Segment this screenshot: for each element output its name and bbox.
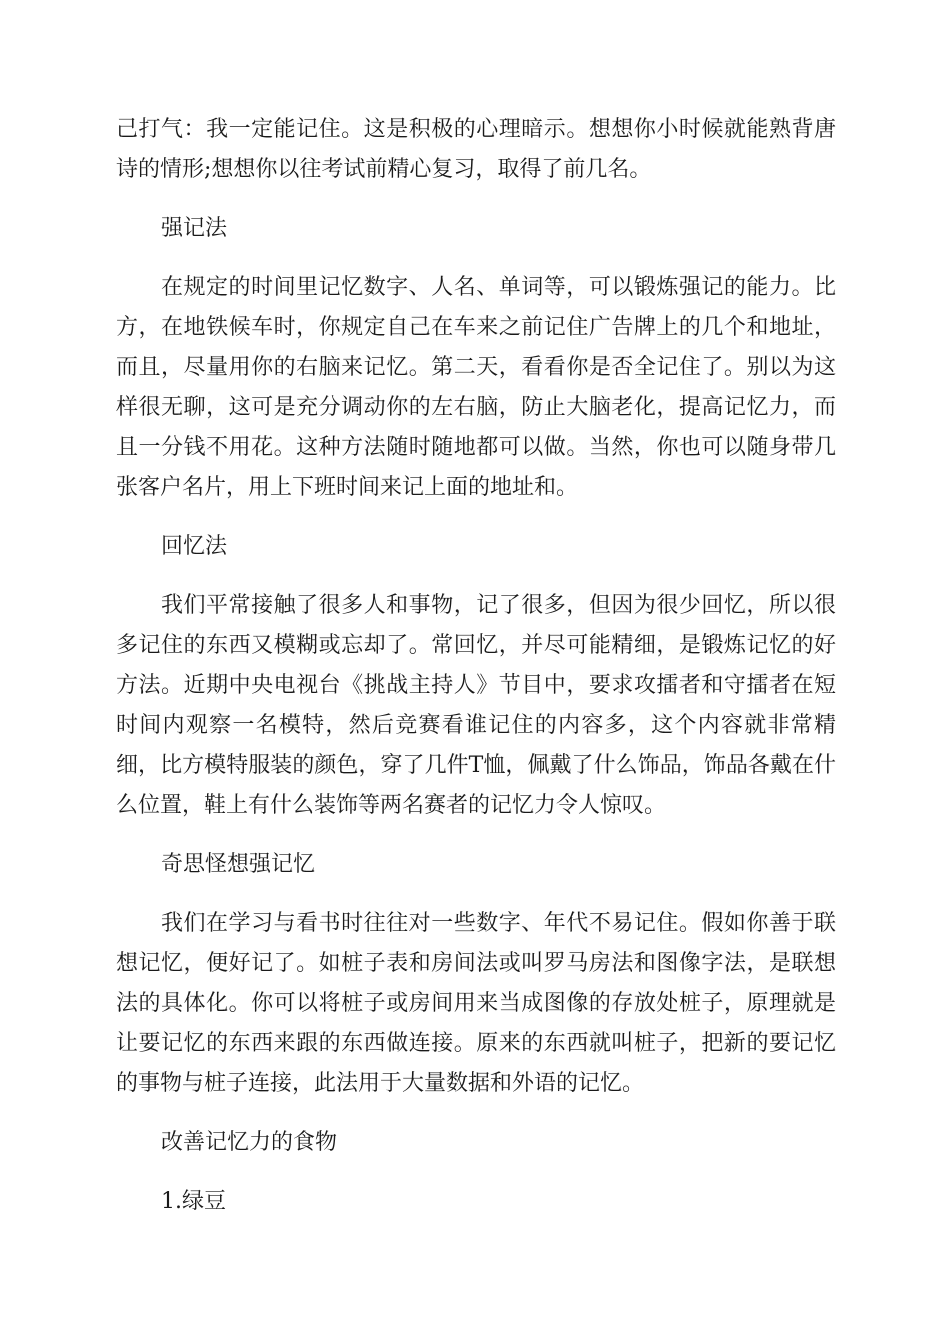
paragraph-association: 我们在学习与看书时往往对一些数字、年代不易记住。假如你善于联想记忆，便好记了。如桩子表和房间法或叫罗马房法和图像字法，是联想法的具体化。你可以将桩子或房间用来当成图像的存放处桩子，原理就是让要记忆的东西来跟的东西做连接。原来的东西就叫桩子，把新的要记忆的事物与桩子连接，此法用于大量数据和外语的记忆。 — [116, 911, 836, 1096]
paragraph-recall: 我们平常接触了很多人和事物，记了很多，但因为很少回忆，所以很多记住的东西又模糊或忘却了。常回忆，并尽可能精细，是锻炼记忆的好方法。近期中央电视台《挑战主持人》节目中，要求攻擂者和守擂者在短时间内观察一名模特，然后竞赛看谁记住的内容多，这个内容就非常精细，比方模特服装的颜色，穿了几件T恤，佩戴了什么饰品，饰品各戴在什么位置，鞋上有什么装饰等两名赛者的记忆力令人惊叹。 — [116, 593, 836, 818]
section-heading-association: 奇思怪想强记忆 — [161, 852, 316, 877]
section-heading-foods: 改善记忆力的食物 — [161, 1130, 338, 1155]
section-heading-strong-memory: 强记法 — [161, 216, 228, 241]
paragraph-continuation: 己打气：我一定能记住。这是积极的心理暗示。想想你小时候就能熟背唐诗的情形;想想你以往考试前精心复习，取得了前几名。 — [116, 117, 836, 182]
section-heading-recall: 回忆法 — [161, 534, 228, 559]
paragraph-strong-memory: 在规定的时间里记忆数字、人名、单词等，可以锻炼强记的能力。比方，在地铁候车时，你规定自己在车来之前记住广告牌上的几个和地址，而且，尽量用你的右脑来记忆。第二天，看看你是否全记住了。别以为这样很无聊，这可是充分调动你的左右脑，防止大脑老化，提高记忆力，而且一分钱不用花。这种方法随时随地都可以做。当然，你也可以随身带几张客户名片，用上下班时间来记上面的地址和。 — [116, 275, 836, 500]
list-item-mung-bean: 1.绿豆 — [161, 1189, 226, 1214]
document-body — [116, 110, 836, 1241]
